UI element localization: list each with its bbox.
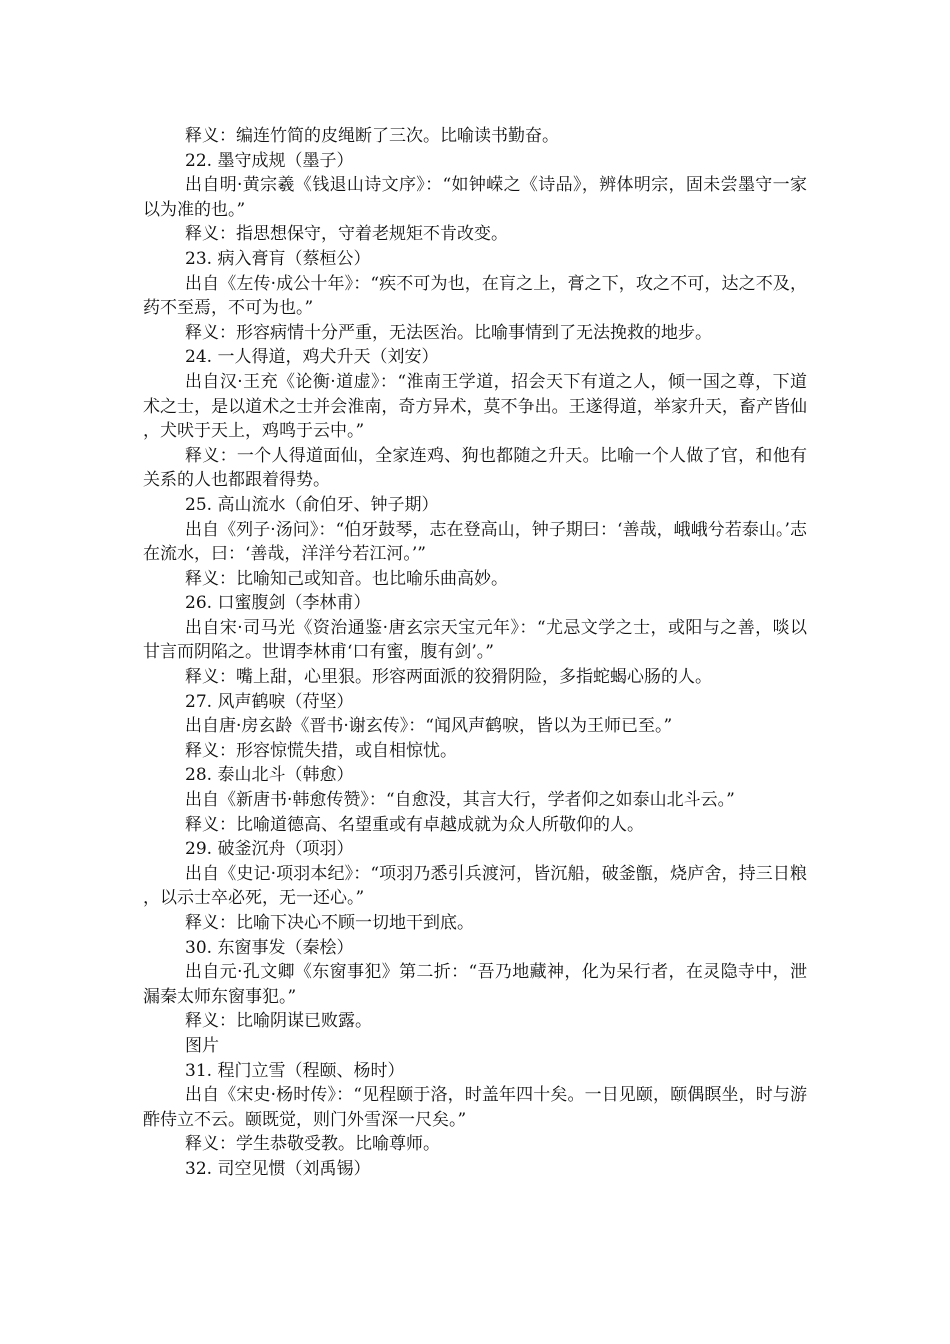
idiom-heading: 22. 墨守成规（墨子） bbox=[185, 150, 354, 171]
idiom-heading: 30. 东窗事发（秦桧） bbox=[185, 937, 354, 958]
paragraph: 出自元·孔文卿《东窗事犯》第二折：“吾乃地藏神，化为呆行者，在灵隐寺中，泄漏秦太师东窗事犯。” bbox=[143, 962, 807, 1007]
paragraph: 释义：比喻下决心不顾一切地干到底。 bbox=[185, 913, 474, 933]
paragraph: 释义：比喻阴谋已败露。 bbox=[185, 1011, 372, 1032]
paragraph: 释义：嘴上甜，心里狠。形容两面派的狡猾阴险，多指蛇蝎心肠的人。 bbox=[185, 667, 712, 688]
paragraph: 释义：比喻道德高、名望重或有卓越成就为众人所敬仰的人。 bbox=[185, 814, 644, 835]
idiom-heading: 26. 口蜜腹剑（李林甫） bbox=[185, 593, 371, 614]
idiom-heading: 28. 泰山北斗（韩愈） bbox=[185, 765, 354, 786]
image-placeholder-text: 图片 bbox=[185, 1035, 219, 1056]
idiom-heading: 31. 程门立雪（程颐、杨时） bbox=[185, 1060, 405, 1081]
paragraph: 出自《左传·成公十年》：“疾不可为也，在肓之上，膏之下，攻之不可，达之不及，药不至焉，不可为也。” bbox=[143, 273, 807, 319]
paragraph: 出自《列子·汤问》：“伯牙鼓琴，志在登高山，钟子期曰：‘善哉，峨峨兮若泰山。’志在流水，曰：‘善哉，洋洋兮若江河。’” bbox=[143, 519, 807, 565]
idiom-heading: 27. 风声鹤唳（苻坚） bbox=[185, 691, 354, 712]
paragraph: 出自《宋史·杨时传》：“见程颐于洛，时盖年四十矣。一日见颐，颐偶瞑坐，时与游酢侍立不云。颐既觉，则门外雪深一尺矣。” bbox=[143, 1085, 807, 1130]
paragraph: 释义：形容病情十分严重，无法医治。比喻事情到了无法挽救的地步。 bbox=[185, 322, 712, 343]
paragraph: 释义：比喻知己或知音。也比喻乐曲高妙。 bbox=[185, 568, 508, 589]
paragraph: 释义：一个人得道面仙，全家连鸡、狗也都随之升天。比喻一个人做了官，和他有关系的人也都跟着得势。 bbox=[143, 445, 807, 491]
paragraph: 释义：形容惊慌失措，或自相惊忧。 bbox=[185, 740, 457, 761]
paragraph: 出自明·黄宗羲《钱退山诗文序》：“如钟嵘之《诗品》，辨体明宗，固未尝墨守一家以为准的也。” bbox=[143, 175, 807, 220]
paragraph: 出自汉·王充《论衡·道虚》：“淮南王学道，招会天下有道之人，倾一国之尊，下道术之士，是以道术之士并会淮南，奇方异术，莫不争出。王遂得道，举家升天，畜产皆仙，犬吠于天上，鸡鸣于云中。” bbox=[143, 371, 807, 442]
paragraph: 释义：学生恭敬受教。比喻尊师。 bbox=[185, 1134, 440, 1155]
idiom-heading: 24. 一人得道，鸡犬升天（刘安） bbox=[185, 347, 439, 368]
idiom-heading: 32. 司空见惯（刘禹锡） bbox=[185, 1158, 371, 1179]
idiom-heading: 29. 破釜沉舟（项羽） bbox=[185, 839, 354, 860]
document-body bbox=[143, 124, 807, 1182]
paragraph: 释义：编连竹简的皮绳断了三次。比喻读书勤奋。 bbox=[185, 126, 559, 146]
idiom-heading: 23. 病入膏肓（蔡桓公） bbox=[185, 248, 371, 269]
paragraph: 出自唐·房玄龄《晋书·谢玄传》：“闻风声鹤唳，皆以为王师已至。” bbox=[185, 716, 673, 737]
paragraph: 出自宋·司马光《资治通鉴·唐玄宗天宝元年》：“尤忌文学之士，或阳与之善，啖以甘言而阴陷之。世谓李林甫‘口有蜜，腹有剑’。” bbox=[143, 617, 807, 663]
idiom-heading: 25. 高山流水（俞伯牙、钟子期） bbox=[185, 494, 439, 515]
paragraph: 释义：指思想保守，守着老规矩不肯改变。 bbox=[185, 224, 508, 245]
paragraph: 出自《史记·项羽本纪》：“项羽乃悉引兵渡河，皆沉船，破釜甑，烧庐舍，持三日粮，以示士卒必死，无一还心。” bbox=[143, 863, 807, 909]
paragraph: 出自《新唐书·韩愈传赞》：“自愈没，其言大行，学者仰之如泰山北斗云。” bbox=[185, 790, 735, 811]
